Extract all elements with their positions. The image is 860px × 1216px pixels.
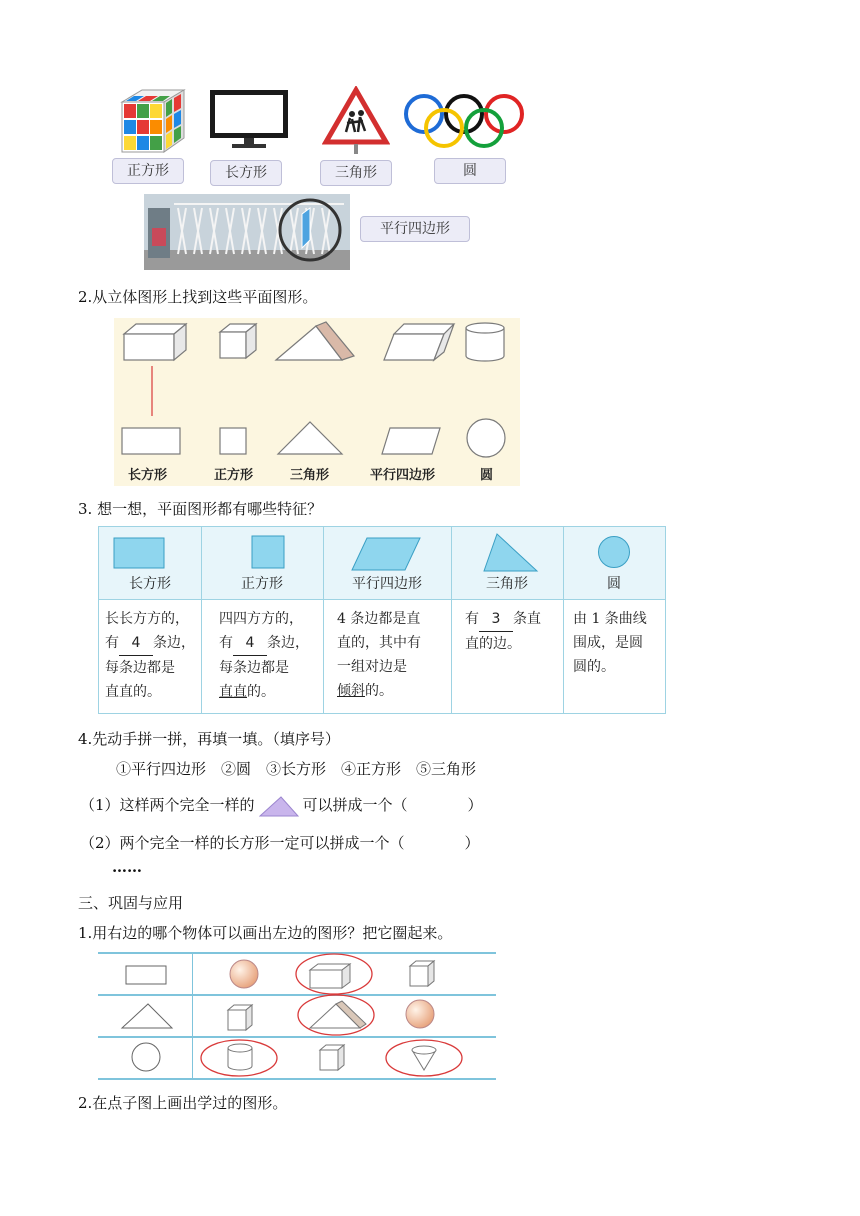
label-triangle: 三角形 xyxy=(320,160,392,186)
plane-parallelogram xyxy=(382,428,440,454)
feature-text: 由 1 条曲线 围成，是圆 圆的。 xyxy=(573,611,647,675)
cube-shape xyxy=(220,324,256,358)
parallelogram-figure xyxy=(351,537,421,571)
column-name: 三角形 xyxy=(486,576,528,592)
cuboid-option xyxy=(310,964,350,988)
feature-text: 4 条边都是直 直的，其中有 一组对边是 倾斜的。 xyxy=(337,611,421,699)
q4-title: 4.先动手拼一拼，再填一填。（填序号） xyxy=(78,730,340,748)
folding-gate-image xyxy=(144,194,350,270)
rubiks-cube-image xyxy=(118,88,188,154)
column-name: 长方形 xyxy=(129,576,171,592)
q2-label-rectangle: 长方形 xyxy=(128,468,168,483)
solid-shapes xyxy=(114,318,520,486)
section3-q1: 1.用右边的哪个物体可以画出左边的图形？把它圈起来。 xyxy=(78,924,453,942)
plane-circle xyxy=(467,419,505,457)
label-circle: 圆 xyxy=(434,158,506,184)
q2-label-square: 正方形 xyxy=(214,468,254,483)
triangle-figure xyxy=(483,533,539,573)
q2-label-triangle: 三角形 xyxy=(290,468,330,483)
q2-title: 2.从立体图形上找到这些平面图形。 xyxy=(78,288,318,306)
q2-label-circle: 圆 xyxy=(480,468,494,483)
column-rectangle xyxy=(99,527,202,713)
label-parallelogram: 平行四边形 xyxy=(360,216,470,242)
cube-option xyxy=(228,1005,252,1030)
left-triangle xyxy=(122,1004,172,1028)
label-square: 正方形 xyxy=(112,158,184,184)
column-circle xyxy=(563,527,665,713)
parallelepiped-shape xyxy=(384,324,454,360)
q4-item-1: （1）这样两个完全一样的 可以拼成一个（ ） xyxy=(80,794,483,817)
section3-q2: 2.在点子图上画出学过的图形。 xyxy=(78,1094,288,1112)
monitor-image xyxy=(208,88,290,150)
column-parallelogram xyxy=(323,527,452,713)
feature-text: 有 3 条直 直的边。 xyxy=(465,607,559,656)
sphere-option xyxy=(230,960,258,988)
cube-option xyxy=(410,961,434,986)
q3-title: 3. 想一想，平面图形都有哪些特征？ xyxy=(78,500,323,518)
triangular-prism-shape xyxy=(276,322,354,360)
prism-option xyxy=(310,1001,366,1028)
q2-label-parallelogram: 平行四边形 xyxy=(370,468,436,483)
feature-text: 长长方方的， 有 4 条边， 每条边都是 直直的。 xyxy=(105,611,195,700)
solid-to-plane-panel xyxy=(114,318,520,486)
q4-ellipsis: …… xyxy=(112,858,142,876)
left-circle xyxy=(132,1043,160,1071)
cylinder-shape xyxy=(466,323,504,361)
column-name: 圆 xyxy=(607,576,621,592)
column-triangle xyxy=(451,527,564,713)
answer-blank: 4 xyxy=(233,631,267,656)
purple-triangle-icon xyxy=(259,795,299,817)
column-name: 平行四边形 xyxy=(352,576,422,592)
answer-blank: 4 xyxy=(119,631,153,656)
plane-rectangle xyxy=(122,428,180,454)
shape-features-table xyxy=(98,526,666,714)
draw-object-table xyxy=(98,952,496,1080)
answer-blank: 3 xyxy=(479,607,513,632)
feature-text: 四四方方的， 有 4 条边， 每条边都是 直直的。 xyxy=(219,611,309,700)
circle-figure xyxy=(597,535,631,569)
sphere-option xyxy=(406,1000,434,1028)
plane-triangle xyxy=(278,422,342,454)
left-rectangle xyxy=(126,966,166,984)
label-rectangle: 长方形 xyxy=(210,160,282,186)
column-square xyxy=(201,527,324,713)
warning-sign-image xyxy=(322,86,390,156)
cone-option xyxy=(412,1046,436,1070)
q4-options: ①平行四边形 ②圆 ③长方形 ④正方形 ⑤三角形 xyxy=(116,760,477,778)
cube-option xyxy=(320,1045,344,1070)
olympic-rings-image xyxy=(402,92,528,148)
plane-square xyxy=(220,428,246,454)
object-choices xyxy=(98,952,496,1080)
column-name: 正方形 xyxy=(241,576,283,592)
cuboid-shape xyxy=(124,324,186,360)
section3-title: 三、巩固与应用 xyxy=(78,894,184,912)
q4-item-2: （2）两个完全一样的长方形一定可以拼成一个（ ） xyxy=(80,834,480,852)
cylinder-option xyxy=(228,1044,252,1070)
rectangle-figure xyxy=(113,537,165,569)
square-figure xyxy=(251,535,285,569)
